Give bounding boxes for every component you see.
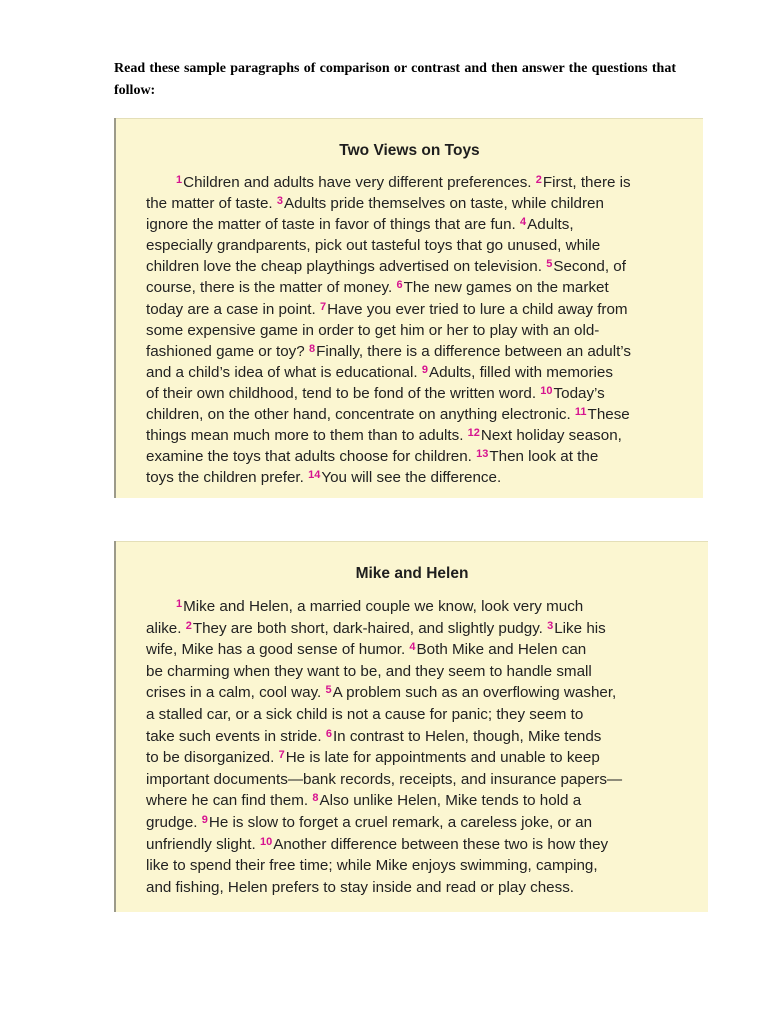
paragraph-line: [146, 235, 689, 256]
sentence-number: 10: [259, 835, 273, 848]
paragraph-line: [146, 855, 694, 877]
paragraph-line: [146, 256, 689, 277]
sentence-number: 10: [540, 384, 553, 397]
sentence-number: 5: [546, 258, 553, 271]
sentence-text: the matter of taste.: [146, 195, 277, 213]
paragraph-line: [146, 362, 689, 383]
paragraph-line: [146, 790, 694, 812]
sentence-text: toys the children prefer.: [146, 469, 309, 487]
sentence-text: Another difference between these two is how they: [273, 835, 609, 853]
sentence-number: 4: [409, 641, 416, 654]
sentence-number: 8: [308, 342, 316, 355]
paragraph-line: [146, 618, 694, 640]
sentence-text: children love the cheap playthings advertised on television.: [146, 258, 547, 276]
sentence-text: alike.: [146, 619, 186, 637]
sentence-text: some expensive game in order to get him or her to play with an old-: [146, 321, 600, 339]
passage-panel-two-views-on-toys: [114, 118, 703, 498]
sentence-number: 11: [574, 406, 587, 419]
sentence-text: Like his: [554, 619, 606, 637]
paragraph-line: [146, 277, 689, 298]
sentence-text: and a child’s idea of what is educational.: [146, 363, 422, 381]
passage-paragraph: [116, 172, 703, 488]
passage-paragraph: [116, 596, 708, 898]
passage-panel-mike-and-helen: [114, 541, 708, 912]
paragraph-line: [146, 299, 689, 320]
paragraph-line: [146, 726, 694, 748]
paragraph-line: [146, 383, 689, 404]
sentence-number: 2: [535, 174, 542, 186]
sentence-text: Children and adults have very different preferences.: [183, 174, 536, 191]
paragraph-line: [146, 320, 689, 341]
sentence-text: take such events in stride.: [146, 727, 326, 745]
sentence-text: especially grandparents, pick out tasteful toys that go unused, while: [146, 237, 601, 255]
paragraph-line: [146, 467, 689, 488]
sentence-text: unfriendly slight.: [146, 835, 260, 853]
sentence-text: Adults,: [527, 216, 574, 234]
sentence-text: Both Mike and Helen can: [416, 641, 587, 659]
paragraph-line: [146, 404, 689, 425]
sentence-number: 3: [547, 619, 554, 632]
paragraph-line: [146, 172, 689, 193]
sentence-text: like to spend their free time; while Mike enjoys swimming, camping,: [146, 857, 598, 875]
sentence-text: be charming when they want to be, and they seem to handle small: [146, 662, 592, 680]
sentence-text: Adults pride themselves on taste, while children: [283, 195, 604, 213]
sentence-text: Second, of: [553, 258, 626, 276]
sentence-text: course, there is the matter of money.: [146, 279, 397, 297]
sentence-number: 1: [176, 598, 183, 610]
sentence-text: Mike and Helen, a married couple we know, look very much: [183, 598, 584, 615]
sentence-text: ignore the matter of taste in favor of things that are fun.: [146, 216, 520, 234]
sentence-text: important documents—bank records, receipts, and insurance papers—: [146, 770, 623, 788]
sentence-text: of their own childhood, tend to be fond of the written word.: [146, 384, 541, 402]
paragraph-line: [146, 661, 694, 683]
sentence-text: Today’s: [553, 384, 605, 402]
paragraph-line: [146, 193, 689, 214]
paragraph-line: [146, 639, 694, 661]
paragraph-line: [146, 425, 689, 446]
sentence-number: 1: [176, 174, 183, 186]
sentence-text: crises in a calm, cool way.: [146, 684, 326, 702]
sentence-text: Adults, filled with memories: [428, 363, 613, 381]
sentence-text: He is slow to forget a cruel remark, a careless joke, or an: [208, 813, 593, 831]
sentence-number: 6: [325, 727, 332, 740]
sentence-text: to be disorganized.: [146, 749, 279, 767]
paragraph-line: [146, 341, 689, 362]
sentence-text: Next holiday season,: [480, 427, 622, 445]
sentence-text: He is late for appointments and unable to keep: [285, 749, 600, 767]
paragraph-line: [146, 812, 694, 834]
sentence-text: Have you ever tried to lure a child away from: [327, 300, 628, 318]
sentence-text: You will see the difference.: [321, 469, 502, 487]
sentence-number: 13: [476, 448, 489, 461]
sentence-number: 7: [319, 300, 327, 313]
sentence-text: where he can find them.: [146, 792, 313, 810]
paragraph-line: [146, 747, 694, 769]
sentence-number: 6: [396, 279, 403, 292]
sentence-text: Also unlike Helen, Mike tends to hold a: [319, 792, 582, 810]
paragraph-line: [146, 214, 689, 235]
sentence-number: 9: [201, 813, 208, 826]
paragraph-line: [146, 769, 694, 791]
sentence-text: In contrast to Helen, though, Mike tends: [332, 727, 602, 745]
sentence-text: a stalled car, or a sick child is not a cause for panic; they seem to: [146, 705, 584, 723]
sentence-number: 7: [278, 749, 285, 762]
sentence-text: Finally, there is a difference between an adult’s: [316, 342, 631, 360]
sentence-number: 2: [185, 619, 192, 632]
paragraph-line: [146, 682, 694, 704]
passage-title: Two Views on Toys: [339, 142, 480, 159]
sentence-number: 4: [520, 216, 527, 229]
sentence-number: 5: [325, 684, 332, 697]
instructions: Read these sample paragraphs of comparison or contrast and then answer the questions that follow:: [114, 61, 676, 98]
sentence-text: today are a case in point.: [146, 300, 320, 318]
sentence-number: 12: [467, 427, 480, 440]
sentence-text: Then look at the: [489, 448, 599, 466]
sentence-text: They are both short, dark-haired, and slightly pudgy.: [192, 619, 548, 637]
sentence-text: grudge.: [146, 813, 202, 831]
sentence-text: examine the toys that adults choose for children.: [146, 448, 477, 466]
passage-title: Mike and Helen: [355, 565, 469, 582]
sentence-number: 3: [276, 195, 283, 208]
sentence-text: fashioned game or toy?: [146, 342, 309, 360]
paragraph-line: [146, 877, 694, 899]
sentence-text: children, on the other hand, concentrate on anything electronic.: [146, 406, 575, 424]
paragraph-line: [146, 704, 694, 726]
sentence-text: A problem such as an overflowing washer,: [332, 684, 617, 702]
sentence-text: wife, Mike has a good sense of humor.: [146, 641, 410, 659]
paragraph-line: [146, 834, 694, 856]
sentence-text: First, there is: [542, 174, 631, 191]
sentence-text: things mean much more to them than to adults.: [146, 427, 468, 445]
sentence-text: The new games on the market: [403, 279, 609, 297]
sentence-number: 14: [308, 469, 321, 482]
paragraph-line: [146, 446, 689, 467]
sentence-number: 8: [312, 792, 319, 805]
sentence-number: 9: [421, 363, 428, 376]
sentence-text: These: [587, 406, 630, 424]
sentence-text: and fishing, Helen prefers to stay inside and read or play chess.: [146, 878, 575, 896]
paragraph-line: [146, 596, 694, 618]
